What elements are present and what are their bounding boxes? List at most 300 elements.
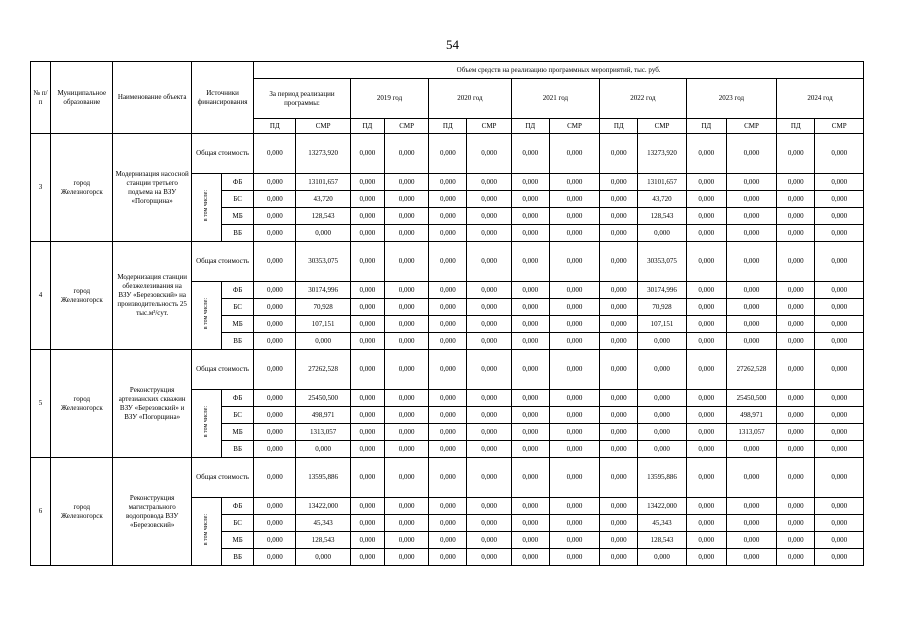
cell-value: 0,000	[384, 498, 428, 515]
cell-value: 0,000	[384, 350, 428, 390]
cell-value: 0,000	[429, 134, 467, 174]
cell-value: 0,000	[429, 441, 467, 458]
cell-value: 0,000	[511, 515, 549, 532]
cell-value: 0,000	[254, 498, 296, 515]
cell-value: 0,000	[600, 515, 638, 532]
cell-value: 0,000	[777, 441, 815, 458]
cell-value: 0,000	[777, 174, 815, 191]
cell-value: 0,000	[600, 458, 638, 498]
cell-value: 0,000	[429, 208, 467, 225]
header-volume: Объем средств на реализацию программных мероприятий, тыс. руб.	[254, 62, 864, 79]
cell-value: 70,928	[296, 299, 350, 316]
header-total-period: За период реализации программы:	[254, 79, 351, 119]
source-label: БС	[222, 191, 254, 208]
cell-value: 0,000	[777, 225, 815, 242]
cell-value: 0,000	[600, 242, 638, 282]
cell-value: 0,000	[350, 225, 384, 242]
cell-value: 0,000	[429, 515, 467, 532]
cell-value: 0,000	[638, 350, 686, 390]
row-object: Реконструкция артезианских скважин ВЗУ «Березовский» и ВЗУ «Погорщина»	[113, 350, 191, 458]
source-label: ВБ	[222, 225, 254, 242]
cell-value: 128,543	[296, 532, 350, 549]
header-smr: СМР	[726, 119, 776, 134]
cell-value: 0,000	[296, 441, 350, 458]
row-total-label: Общая стоимость	[191, 134, 253, 174]
cell-value: 0,000	[686, 458, 726, 498]
cell-value: 25450,500	[726, 390, 776, 407]
cell-value: 0,000	[254, 515, 296, 532]
cell-value: 0,000	[467, 208, 511, 225]
including-label-cell	[191, 282, 221, 350]
cell-value: 0,000	[815, 299, 864, 316]
cell-value: 0,000	[726, 174, 776, 191]
cell-value: 0,000	[549, 299, 599, 316]
cell-value: 0,000	[549, 333, 599, 350]
cell-value: 0,000	[815, 424, 864, 441]
cell-value: 0,000	[777, 458, 815, 498]
header-pd: ПД	[600, 119, 638, 134]
cell-value: 0,000	[467, 174, 511, 191]
header-smr: СМР	[638, 119, 686, 134]
cell-value: 0,000	[600, 282, 638, 299]
cell-value: 0,000	[254, 407, 296, 424]
cell-value: 0,000	[350, 549, 384, 566]
cell-value: 0,000	[638, 549, 686, 566]
cell-value: 0,000	[254, 549, 296, 566]
source-label: ФБ	[222, 282, 254, 299]
cell-value: 0,000	[726, 299, 776, 316]
cell-value: 0,000	[549, 225, 599, 242]
cell-value: 0,000	[777, 299, 815, 316]
cell-value: 0,000	[511, 333, 549, 350]
cell-value: 0,000	[511, 424, 549, 441]
cell-value: 0,000	[549, 316, 599, 333]
cell-value: 0,000	[686, 134, 726, 174]
row-object: Модернизация станции обезжелезивания на ВЗУ «Березовский» на производительность 25 тыс.м³/сут.	[113, 242, 191, 350]
including-label: в том числе:	[202, 298, 209, 330]
cell-value: 0,000	[549, 390, 599, 407]
cell-value: 0,000	[777, 390, 815, 407]
cell-value: 0,000	[511, 299, 549, 316]
cell-value: 0,000	[777, 549, 815, 566]
row-total-label: Общая стоимость	[191, 458, 253, 498]
cell-value: 0,000	[549, 191, 599, 208]
cell-value: 0,000	[777, 208, 815, 225]
cell-value: 0,000	[511, 242, 549, 282]
cell-value: 0,000	[511, 407, 549, 424]
cell-value: 0,000	[686, 424, 726, 441]
cell-value: 0,000	[686, 333, 726, 350]
cell-value: 0,000	[600, 333, 638, 350]
cell-value: 0,000	[726, 498, 776, 515]
cell-value: 0,000	[511, 316, 549, 333]
cell-value: 0,000	[467, 390, 511, 407]
cell-value: 0,000	[600, 225, 638, 242]
row-municipality: город Железногорск	[51, 134, 113, 242]
cell-value: 0,000	[815, 333, 864, 350]
cell-value: 0,000	[726, 225, 776, 242]
cell-value: 0,000	[726, 549, 776, 566]
header-pd: ПД	[777, 119, 815, 134]
cell-value: 0,000	[254, 134, 296, 174]
cell-value: 0,000	[350, 299, 384, 316]
cell-value: 45,343	[638, 515, 686, 532]
header-smr: СМР	[549, 119, 599, 134]
row-num: 4	[31, 242, 51, 350]
cell-value: 0,000	[384, 515, 428, 532]
cell-value: 0,000	[350, 350, 384, 390]
cell-value: 107,151	[638, 316, 686, 333]
cell-value: 0,000	[726, 282, 776, 299]
source-label: ФБ	[222, 390, 254, 407]
cell-value: 0,000	[686, 191, 726, 208]
cell-value: 0,000	[638, 407, 686, 424]
cell-value: 0,000	[429, 174, 467, 191]
cell-value: 0,000	[686, 407, 726, 424]
source-label: ВБ	[222, 333, 254, 350]
cell-value: 0,000	[726, 441, 776, 458]
cell-value: 13101,657	[296, 174, 350, 191]
cell-value: 0,000	[254, 282, 296, 299]
header-smr: СМР	[384, 119, 428, 134]
cell-value: 0,000	[686, 441, 726, 458]
cell-value: 0,000	[254, 458, 296, 498]
cell-value: 0,000	[350, 316, 384, 333]
cell-value: 0,000	[429, 299, 467, 316]
cell-value: 0,000	[511, 350, 549, 390]
cell-value: 13422,000	[638, 498, 686, 515]
cell-value: 0,000	[467, 407, 511, 424]
cell-value: 0,000	[549, 498, 599, 515]
cell-value: 0,000	[467, 458, 511, 498]
cell-value: 0,000	[815, 134, 864, 174]
cell-value: 0,000	[549, 407, 599, 424]
cell-value: 0,000	[384, 333, 428, 350]
header-source: Источники финансирования	[191, 62, 253, 134]
cell-value: 0,000	[511, 282, 549, 299]
including-label-cell	[191, 390, 221, 458]
cell-value: 0,000	[384, 225, 428, 242]
cell-value: 0,000	[467, 333, 511, 350]
row-municipality: город Железногорск	[51, 350, 113, 458]
including-label-cell	[191, 498, 221, 566]
header-year: 2021 год	[511, 79, 600, 119]
cell-value: 0,000	[296, 225, 350, 242]
cell-value: 0,000	[384, 532, 428, 549]
cell-value: 0,000	[815, 515, 864, 532]
cell-value: 0,000	[686, 316, 726, 333]
cell-value: 0,000	[777, 532, 815, 549]
cell-value: 0,000	[686, 282, 726, 299]
row-total-label: Общая стоимость	[191, 242, 253, 282]
cell-value: 498,971	[726, 407, 776, 424]
including-label: в том числе:	[202, 514, 209, 546]
cell-value: 0,000	[384, 299, 428, 316]
cell-value: 0,000	[686, 242, 726, 282]
cell-value: 0,000	[429, 191, 467, 208]
source-label: ВБ	[222, 441, 254, 458]
cell-value: 0,000	[511, 549, 549, 566]
cell-value: 0,000	[254, 316, 296, 333]
header-year: 2022 год	[600, 79, 686, 119]
cell-value: 0,000	[511, 441, 549, 458]
cell-value: 0,000	[549, 350, 599, 390]
including-label: в том числе:	[202, 190, 209, 222]
cell-value: 0,000	[467, 282, 511, 299]
cell-value: 0,000	[600, 424, 638, 441]
header-municipality: Муниципальное образование	[51, 62, 113, 134]
cell-value: 1313,057	[726, 424, 776, 441]
source-label: БС	[222, 299, 254, 316]
cell-value: 0,000	[384, 424, 428, 441]
source-label: БС	[222, 515, 254, 532]
cell-value: 0,000	[429, 316, 467, 333]
cell-value: 0,000	[254, 390, 296, 407]
cell-value: 0,000	[726, 191, 776, 208]
header-smr: СМР	[467, 119, 511, 134]
cell-value: 0,000	[429, 242, 467, 282]
source-label: ФБ	[222, 174, 254, 191]
cell-value: 13595,886	[638, 458, 686, 498]
cell-value: 0,000	[511, 390, 549, 407]
cell-value: 0,000	[815, 191, 864, 208]
cell-value: 0,000	[638, 390, 686, 407]
cell-value: 13595,886	[296, 458, 350, 498]
cell-value: 0,000	[511, 532, 549, 549]
cell-value: 0,000	[384, 390, 428, 407]
cell-value: 0,000	[549, 424, 599, 441]
cell-value: 0,000	[350, 498, 384, 515]
cell-value: 0,000	[600, 208, 638, 225]
cell-value: 0,000	[600, 441, 638, 458]
cell-value: 0,000	[350, 515, 384, 532]
cell-value: 13273,920	[296, 134, 350, 174]
cell-value: 30174,996	[638, 282, 686, 299]
header-year: 2020 год	[429, 79, 511, 119]
table-row	[31, 458, 864, 498]
cell-value: 0,000	[600, 134, 638, 174]
cell-value: 0,000	[777, 498, 815, 515]
cell-value: 0,000	[686, 515, 726, 532]
cell-value: 0,000	[350, 407, 384, 424]
cell-value: 0,000	[815, 316, 864, 333]
cell-value: 45,343	[296, 515, 350, 532]
cell-value: 0,000	[467, 498, 511, 515]
cell-value: 0,000	[777, 333, 815, 350]
cell-value: 0,000	[511, 498, 549, 515]
cell-value: 0,000	[511, 174, 549, 191]
cell-value: 498,971	[296, 407, 350, 424]
cell-value: 107,151	[296, 316, 350, 333]
cell-value: 0,000	[254, 191, 296, 208]
header-year: 2023 год	[686, 79, 777, 119]
cell-value: 128,543	[296, 208, 350, 225]
cell-value: 30353,075	[296, 242, 350, 282]
cell-value: 0,000	[467, 242, 511, 282]
table-row	[31, 134, 864, 174]
cell-value: 0,000	[726, 515, 776, 532]
cell-value: 0,000	[429, 498, 467, 515]
cell-value: 0,000	[686, 549, 726, 566]
cell-value: 0,000	[384, 208, 428, 225]
cell-value: 0,000	[350, 282, 384, 299]
cell-value: 0,000	[686, 299, 726, 316]
cell-value: 0,000	[726, 316, 776, 333]
row-num: 6	[31, 458, 51, 566]
header-year: 2019 год	[350, 79, 428, 119]
cell-value: 0,000	[686, 208, 726, 225]
cell-value: 0,000	[549, 242, 599, 282]
cell-value: 0,000	[350, 208, 384, 225]
cell-value: 0,000	[815, 458, 864, 498]
cell-value: 0,000	[429, 282, 467, 299]
cell-value: 0,000	[726, 532, 776, 549]
cell-value: 0,000	[815, 225, 864, 242]
cell-value: 43,720	[296, 191, 350, 208]
cell-value: 0,000	[726, 134, 776, 174]
source-label: МБ	[222, 424, 254, 441]
source-label: ВБ	[222, 549, 254, 566]
cell-value: 0,000	[777, 350, 815, 390]
cell-value: 0,000	[686, 532, 726, 549]
cell-value: 0,000	[429, 225, 467, 242]
page-number: 54	[446, 37, 459, 52]
cell-value: 0,000	[638, 424, 686, 441]
cell-value: 0,000	[384, 407, 428, 424]
cell-value: 0,000	[686, 225, 726, 242]
cell-value: 0,000	[815, 350, 864, 390]
cell-value: 0,000	[384, 441, 428, 458]
cell-value: 0,000	[686, 498, 726, 515]
cell-value: 0,000	[467, 191, 511, 208]
cell-value: 0,000	[511, 208, 549, 225]
cell-value: 0,000	[350, 134, 384, 174]
cell-value: 0,000	[777, 134, 815, 174]
cell-value: 0,000	[254, 299, 296, 316]
cell-value: 0,000	[777, 242, 815, 282]
cell-value: 0,000	[467, 532, 511, 549]
cell-value: 0,000	[350, 390, 384, 407]
cell-value: 0,000	[350, 174, 384, 191]
source-label: МБ	[222, 532, 254, 549]
cell-value: 0,000	[511, 458, 549, 498]
cell-value: 0,000	[600, 350, 638, 390]
cell-value: 0,000	[686, 174, 726, 191]
cell-value: 30174,996	[296, 282, 350, 299]
row-municipality: город Железногорск	[51, 458, 113, 566]
source-label: БС	[222, 407, 254, 424]
table-row	[31, 350, 864, 390]
cell-value: 0,000	[429, 390, 467, 407]
cell-value: 0,000	[384, 458, 428, 498]
cell-value: 0,000	[384, 282, 428, 299]
cell-value: 0,000	[467, 299, 511, 316]
header-object: Наименование объекта	[113, 62, 191, 134]
cell-value: 13273,920	[638, 134, 686, 174]
cell-value: 0,000	[600, 498, 638, 515]
cell-value: 0,000	[777, 316, 815, 333]
cell-value: 0,000	[726, 242, 776, 282]
cell-value: 0,000	[549, 282, 599, 299]
cell-value: 0,000	[511, 134, 549, 174]
cell-value: 0,000	[815, 242, 864, 282]
cell-value: 0,000	[638, 225, 686, 242]
cell-value: 0,000	[777, 424, 815, 441]
cell-value: 0,000	[467, 441, 511, 458]
cell-value: 0,000	[777, 191, 815, 208]
cell-value: 0,000	[726, 458, 776, 498]
row-object: Модернизация насосной станции третьего подъема на ВЗУ «Погорщина»	[113, 134, 191, 242]
cell-value: 0,000	[815, 208, 864, 225]
cell-value: 0,000	[549, 549, 599, 566]
cell-value: 0,000	[254, 350, 296, 390]
cell-value: 0,000	[350, 424, 384, 441]
cell-value: 0,000	[600, 299, 638, 316]
row-object: Реконструкция магистрального водопровода ВЗУ «Березовский»	[113, 458, 191, 566]
cell-value: 0,000	[296, 549, 350, 566]
cell-value: 0,000	[254, 333, 296, 350]
cell-value: 0,000	[254, 242, 296, 282]
cell-value: 0,000	[777, 515, 815, 532]
cell-value: 0,000	[600, 191, 638, 208]
cell-value: 0,000	[350, 333, 384, 350]
cell-value: 0,000	[600, 316, 638, 333]
cell-value: 0,000	[815, 407, 864, 424]
cell-value: 0,000	[638, 333, 686, 350]
cell-value: 0,000	[600, 407, 638, 424]
header-pd: ПД	[350, 119, 384, 134]
cell-value: 0,000	[638, 441, 686, 458]
header-num: № п/п	[31, 62, 51, 134]
header-pd: ПД	[429, 119, 467, 134]
cell-value: 0,000	[350, 191, 384, 208]
cell-value: 128,543	[638, 208, 686, 225]
cell-value: 0,000	[429, 407, 467, 424]
row-num: 3	[31, 134, 51, 242]
row-total-label: Общая стоимость	[191, 350, 253, 390]
cell-value: 0,000	[815, 390, 864, 407]
header-pd: ПД	[254, 119, 296, 134]
cell-value: 0,000	[429, 532, 467, 549]
cell-value: 0,000	[350, 532, 384, 549]
cell-value: 0,000	[429, 424, 467, 441]
cell-value: 13422,000	[296, 498, 350, 515]
cell-value: 0,000	[254, 441, 296, 458]
cell-value: 0,000	[384, 242, 428, 282]
cell-value: 0,000	[429, 458, 467, 498]
cell-value: 0,000	[600, 174, 638, 191]
cell-value: 0,000	[296, 333, 350, 350]
cell-value: 0,000	[384, 316, 428, 333]
cell-value: 70,928	[638, 299, 686, 316]
row-municipality: город Железногорск	[51, 242, 113, 350]
cell-value: 0,000	[429, 350, 467, 390]
cell-value: 0,000	[549, 441, 599, 458]
cell-value: 0,000	[815, 532, 864, 549]
cell-value: 0,000	[726, 208, 776, 225]
cell-value: 0,000	[549, 515, 599, 532]
cell-value: 0,000	[467, 515, 511, 532]
cell-value: 0,000	[815, 441, 864, 458]
header-pd: ПД	[686, 119, 726, 134]
header-smr: СМР	[296, 119, 350, 134]
cell-value: 0,000	[726, 333, 776, 350]
cell-value: 0,000	[254, 424, 296, 441]
cell-value: 25450,500	[296, 390, 350, 407]
cell-value: 0,000	[384, 174, 428, 191]
cell-value: 0,000	[467, 549, 511, 566]
cell-value: 0,000	[350, 242, 384, 282]
